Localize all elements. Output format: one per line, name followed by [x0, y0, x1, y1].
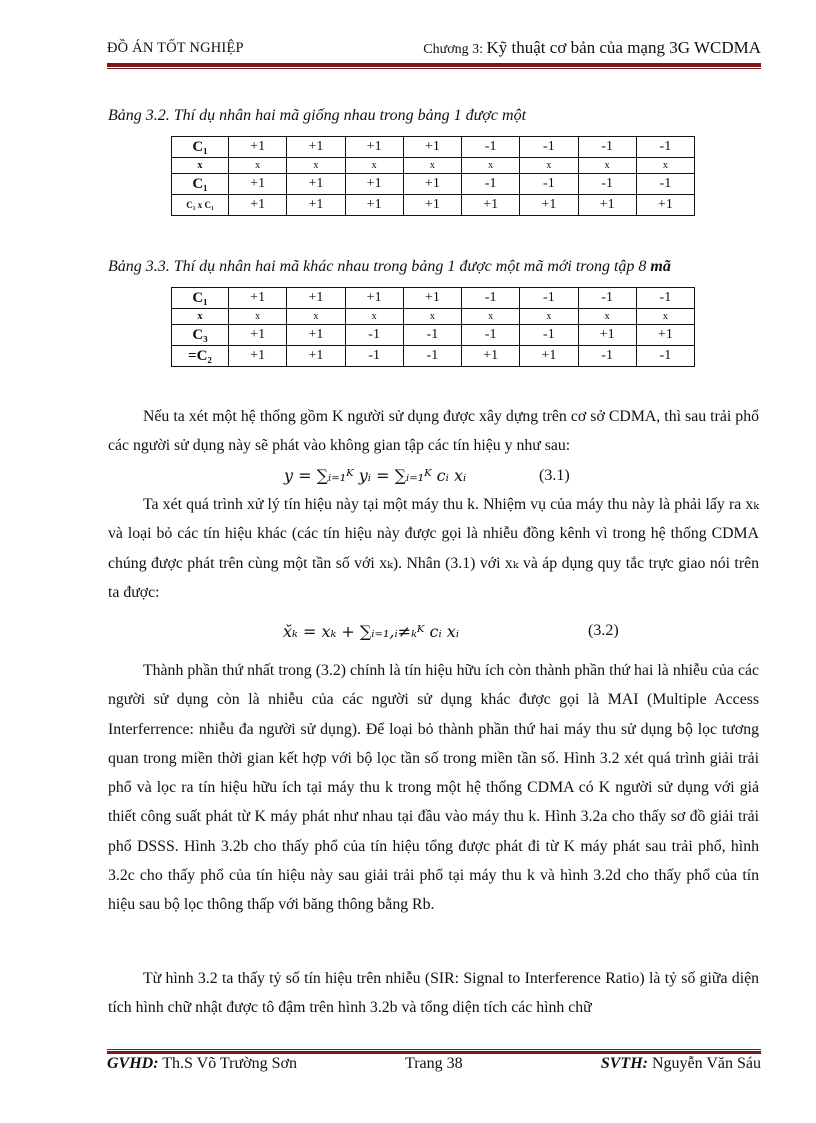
table-cell: +1 — [287, 174, 345, 195]
table-cell: -1 — [636, 137, 694, 158]
header-chapter-title — [423, 38, 761, 58]
row-label: C₁ — [172, 174, 229, 195]
footer-gvhd-name: Th.S Võ Trường Sơn — [162, 1055, 297, 1072]
table-cell: x — [403, 158, 461, 174]
table2-caption — [108, 258, 671, 276]
table-cell: +1 — [345, 137, 403, 158]
header-chapter-prefix: Chương 3: — [423, 42, 487, 57]
table-cell: +1 — [345, 288, 403, 309]
header-left-title: ĐỒ ÁN TỐT NGHIỆP — [107, 40, 244, 56]
table-cell: x — [345, 309, 403, 325]
page-footer — [107, 1055, 761, 1077]
table-cell: +1 — [578, 195, 636, 216]
table-cell: +1 — [229, 174, 287, 195]
table-cell: +1 — [520, 346, 578, 367]
table-cell: +1 — [287, 195, 345, 216]
paragraph-3 — [108, 656, 759, 920]
table-cell: +1 — [636, 195, 694, 216]
table-cell: x — [636, 158, 694, 174]
table-cell: x — [229, 158, 287, 174]
table-row — [172, 174, 695, 195]
row-label: C₁ — [172, 288, 229, 309]
paragraph-2-text: Ta xét quá trình xử lý tín hiệu này tại một máy thu k. Nhiệm vụ của máy thu này là phải lấy ra xₖ và loại bỏ các tín hiệu khác (các tín hiệu này được gọi là nhiễu đồng kênh vì trong hệ thống CDMA chúng được phát trên cùng một tần số với xₖ). Nhân (3.1) với xₖ và áp dụng quy tắc trực giao nói trên ta được: — [108, 496, 759, 601]
table-cell: -1 — [578, 288, 636, 309]
table-cell: +1 — [229, 325, 287, 346]
table-cell: +1 — [287, 288, 345, 309]
table2-caption-bold: mã — [650, 258, 671, 275]
header-chapter-name: Kỹ thuật cơ bản của mạng 3G WCDMA — [486, 38, 761, 57]
footer-rule-thin — [107, 1049, 761, 1050]
table-row — [172, 325, 695, 346]
footer-svth-name: Nguyễn Văn Sáu — [651, 1055, 761, 1072]
paragraph-4 — [108, 964, 759, 1023]
table-row — [172, 137, 695, 158]
table-cell: -1 — [403, 325, 461, 346]
table-cell: -1 — [520, 137, 578, 158]
table-row — [172, 288, 695, 309]
table-cell: -1 — [345, 346, 403, 367]
table-cell: +1 — [229, 288, 287, 309]
equation-3-1: y = ∑ᵢ₌₁ᴷ yᵢ = ∑ᵢ₌₁ᴷ cᵢ xᵢ — [284, 466, 467, 485]
footer-rule — [107, 1051, 761, 1054]
footer-svth-label: SVTH: — [600, 1055, 648, 1072]
table-row — [172, 346, 695, 367]
table2 — [171, 287, 695, 367]
table-cell: +1 — [520, 195, 578, 216]
table-cell: +1 — [403, 288, 461, 309]
page-number: Trang 38 — [405, 1055, 463, 1072]
table-cell: +1 — [287, 346, 345, 367]
table-cell: x — [345, 158, 403, 174]
paragraph-3-text: Thành phần thứ nhất trong (3.2) chính là tín hiệu hữu ích còn thành phần thứ hai là nhiễu của các người sử dụng còn là nhiễu của các người sử dụng khác được gọi là MAI (Multiple Access Interferrence: nhiễu đa người sử dụng). Để loại bỏ thành phần thứ hai máy thu sử dụng bộ lọc tương quan trong miền thời gian kết hợp với bộ lọc tần số trong miền tần số. Hình 3.2 xét quá trình giải trải phổ và lọc ra tín hiệu hữu ích tại máy thu k trong một hệ thống CDMA có K người sử dụng với giả thiết công suất phát từ K máy phát như nhau tại đầu vào máy thu k. Hình 3.2a cho thấy sơ đồ giải trải phổ DSSS. Hình 3.2b cho thấy phổ của tín hiệu tổng được phát đi từ K máy phát sau trải phổ, hình 3.2c cho thấy phổ của tín hiệu này sau giải trải phổ tại máy thu k và hình 3.2d cho thấy phổ của tín hiệu sau bộ lọc thông thấp với băng thông bằng Rb. — [108, 662, 759, 914]
table-cell: -1 — [462, 137, 520, 158]
paragraph-1 — [108, 402, 759, 461]
table-row — [172, 158, 695, 174]
row-label: x — [172, 158, 229, 174]
footer-gvhd-label: GVHD: — [107, 1055, 159, 1072]
paragraph-1-text: Nếu ta xét một hệ thống gồm K người sử dụng được xây dựng trên cơ sở CDMA, thì sau trải phổ các người sử dụng này sẽ phát vào không gian tập các tín hiệu y như sau: — [108, 408, 759, 455]
table-cell: x — [287, 158, 345, 174]
row-label: C₁ — [172, 137, 229, 158]
table-cell: x — [578, 309, 636, 325]
equation-3-2: x̆ₖ = xₖ + ∑ᵢ₌₁,ᵢ≠ₖᴷ cᵢ xᵢ — [283, 622, 460, 641]
table-cell: +1 — [578, 325, 636, 346]
table-cell: -1 — [578, 346, 636, 367]
table-cell: -1 — [520, 288, 578, 309]
table-cell: x — [229, 309, 287, 325]
table-cell: -1 — [520, 325, 578, 346]
table-cell: -1 — [462, 174, 520, 195]
table-cell: +1 — [403, 174, 461, 195]
table-cell: +1 — [229, 195, 287, 216]
table2-caption-text: Bảng 3.3. Thí dụ nhân hai mã khác nhau trong bảng 1 được một mã mới trong tập 8 — [108, 258, 647, 275]
table-cell: -1 — [345, 325, 403, 346]
table-cell: x — [520, 158, 578, 174]
table-row — [172, 195, 695, 216]
table-cell: x — [578, 158, 636, 174]
table-row — [172, 309, 695, 325]
table-cell: x — [462, 158, 520, 174]
equation-3-2-number: (3.2) — [588, 622, 619, 639]
paragraph-4-text: Từ hình 3.2 ta thấy tỷ số tín hiệu trên nhiễu (SIR: Signal to Interference Ratio) là tỷ số giữa diện tích hình chữ nhật được tô đậm trên hình 3.2b và tổng diện tích các hình chữ — [108, 970, 759, 1017]
table-cell: -1 — [578, 174, 636, 195]
paragraph-2 — [108, 490, 759, 607]
row-label: C₁ x C₁ — [172, 195, 229, 216]
row-label: C₃ — [172, 325, 229, 346]
table-cell: -1 — [403, 346, 461, 367]
header-rule-thin — [107, 68, 761, 69]
footer-student — [601, 1055, 761, 1073]
table1 — [171, 136, 695, 216]
table-cell: +1 — [229, 346, 287, 367]
table-cell: -1 — [462, 325, 520, 346]
table1-caption: Bảng 3.2. Thí dụ nhân hai mã giống nhau trong bảng 1 được một — [108, 107, 527, 124]
footer-supervisor — [107, 1055, 297, 1073]
table-cell: +1 — [229, 137, 287, 158]
table-cell: +1 — [345, 195, 403, 216]
row-label: =C₂ — [172, 346, 229, 367]
table-cell: x — [287, 309, 345, 325]
table-cell: +1 — [403, 195, 461, 216]
table-cell: -1 — [636, 288, 694, 309]
table-cell: +1 — [462, 346, 520, 367]
table-cell: -1 — [636, 174, 694, 195]
table-cell: x — [636, 309, 694, 325]
table-cell: x — [403, 309, 461, 325]
header-rule — [107, 63, 761, 67]
table-cell: x — [520, 309, 578, 325]
table-cell: +1 — [287, 137, 345, 158]
page-header — [107, 38, 761, 60]
table-cell: +1 — [287, 325, 345, 346]
table-cell: x — [462, 309, 520, 325]
table-cell: +1 — [403, 137, 461, 158]
table-cell: +1 — [345, 174, 403, 195]
table-cell: -1 — [578, 137, 636, 158]
table-cell: -1 — [636, 346, 694, 367]
table-cell: +1 — [462, 195, 520, 216]
equation-3-1-number: (3.1) — [539, 467, 570, 484]
table-cell: -1 — [520, 174, 578, 195]
table-cell: +1 — [636, 325, 694, 346]
row-label: x — [172, 309, 229, 325]
table-cell: -1 — [462, 288, 520, 309]
